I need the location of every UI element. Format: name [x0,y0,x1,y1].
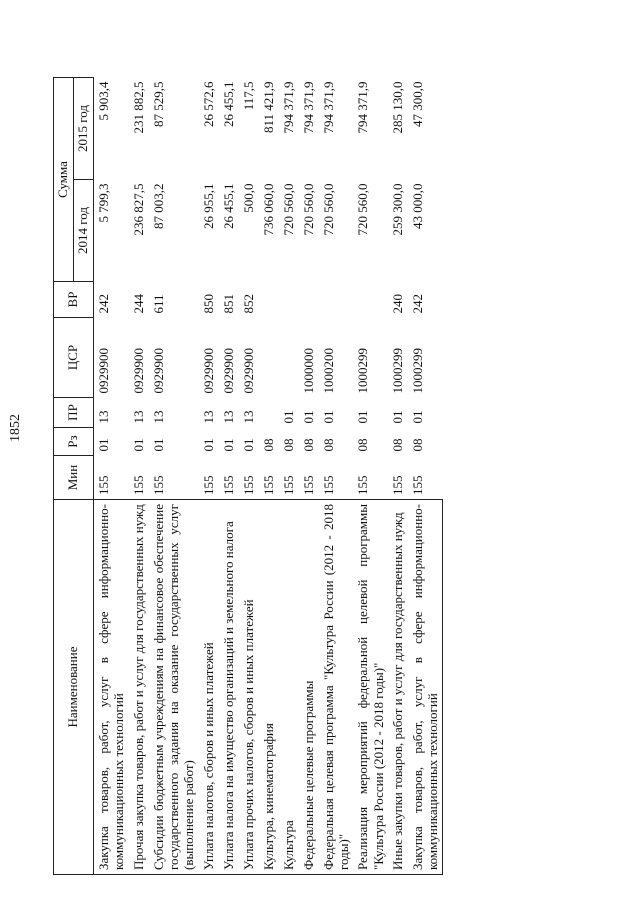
cell-rz: 08 [300,438,316,452]
cell-name: Культура [279,500,299,875]
header-year-2015: 2015 год [73,78,93,180]
table-row [319,78,354,875]
cell-rz: 08 [260,438,276,452]
cell-pr: 13 [95,410,111,424]
cell-vr [319,282,354,318]
cell-min: 155 [95,475,111,495]
header-year-2014: 2014 год [73,180,93,282]
table-row [388,78,408,875]
cell-vr: 242 [409,294,425,314]
table-row [199,78,219,875]
table-row [353,78,388,875]
cell-2014: 87 003,2 [150,183,166,229]
page-number: 1852 [8,414,23,442]
cell-min: 155 [300,475,316,495]
cell-pr [259,398,279,428]
header-rz: Рз [54,428,94,456]
header-csr: ЦСР [54,318,94,398]
cell-rz: 08 [280,438,296,452]
cell-2014: 26 455,1 [220,183,236,229]
cell-name: Закупка товаров, работ, услуг в сфере информационно-коммуникационных технологий [408,500,443,875]
cell-2014: 43 000,0 [409,183,425,229]
table-row [408,78,443,875]
cell-csr [259,318,279,398]
cell-csr: 0929900 [240,348,256,394]
cell-min: 155 [320,475,336,495]
cell-name: Уплата налога на имущество организаций и земельного налога [219,500,239,875]
cell-name: Прочая закупка товаров, работ и услуг для государственных нужд [129,500,149,875]
cell-name: Федеральные целевые программы [299,500,319,875]
cell-csr: 1000299 [355,348,371,394]
cell-pr: 13 [150,410,166,424]
cell-2015: 285 130,0 [389,81,405,134]
cell-name: Федеральная целевая программа "Культура России (2012 - 2018 годы)" [319,500,354,875]
cell-2015: 26 572,6 [200,81,216,127]
cell-name: Уплата прочих налогов, сборов и иных платежей [239,500,259,875]
cell-min: 155 [409,475,425,495]
cell-csr: 0929900 [200,348,216,394]
header-sum: Сумма [54,78,74,282]
cell-2014: 236 827,5 [130,183,146,236]
cell-2015: 87 529,5 [150,81,166,127]
table-row [239,78,259,875]
cell-rz: 01 [130,438,146,452]
cell-csr [279,318,299,398]
cell-vr [259,282,279,318]
cell-csr: 0929900 [95,348,111,394]
cell-vr: 244 [130,294,146,314]
cell-2014: 259 300,0 [389,183,405,236]
cell-2014: 720 560,0 [280,183,296,236]
cell-vr: 242 [95,294,111,314]
cell-min: 155 [240,475,256,495]
cell-2015: 811 421,9 [260,81,276,134]
table-body [93,78,443,875]
cell-vr: 850 [200,294,216,314]
cell-csr: 1000000 [300,348,316,394]
cell-2015: 794 371,9 [300,81,316,134]
cell-2015: 26 455,1 [220,81,236,127]
table-row [279,78,299,875]
cell-2015: 231 882,5 [130,81,146,134]
cell-csr: 0929900 [150,348,166,394]
cell-rz: 08 [355,438,371,452]
header-name: Наименование [54,500,94,875]
cell-vr [299,282,319,318]
cell-name: Субсидии бюджетным учреждениям на финансовое обеспечение государственного задания на оказание государственных услуг (выполнение работ) [149,500,199,875]
cell-2014: 720 560,0 [320,183,336,236]
cell-min: 155 [130,475,146,495]
header-pr: ПР [54,398,94,428]
cell-csr: 1000200 [320,348,336,394]
cell-vr: 240 [389,294,405,314]
cell-pr: 13 [130,410,146,424]
cell-rz: 01 [95,438,111,452]
cell-rz: 08 [320,438,336,452]
cell-name: Реализация мероприятий федеральной целевой программы "Культура России (2012 - 2018 годы)" [353,500,388,875]
cell-min: 155 [150,475,166,495]
cell-2014: 26 955,1 [200,183,216,229]
cell-pr: 13 [200,410,216,424]
cell-min: 155 [389,475,405,495]
cell-2015: 794 371,9 [280,81,296,134]
cell-name: Закупка товаров, работ, услуг в сфере информационно-коммуникационных технологий [93,500,128,875]
cell-csr: 0929900 [130,348,146,394]
cell-pr: 01 [320,410,336,424]
cell-pr: 01 [300,410,316,424]
cell-min: 155 [200,475,216,495]
cell-name: Культура, кинематография [259,500,279,875]
table-row [219,78,239,875]
cell-2014: 500,0 [240,183,256,213]
cell-pr: 01 [409,410,425,424]
cell-rz: 01 [200,438,216,452]
cell-vr [353,282,388,318]
cell-2014: 720 560,0 [355,183,371,236]
cell-rz: 01 [240,438,256,452]
cell-2014: 736 060,0 [260,183,276,236]
cell-2014: 5 799,3 [95,183,111,223]
cell-min: 155 [280,475,296,495]
cell-2015: 794 371,9 [355,81,371,134]
cell-pr: 01 [280,410,296,424]
cell-csr: 1000299 [389,348,405,394]
cell-2015: 117,5 [240,81,256,111]
cell-pr: 01 [355,410,371,424]
cell-2015: 47 300,0 [409,81,425,127]
cell-vr: 852 [240,294,256,314]
cell-pr: 01 [389,410,405,424]
cell-name: Уплата налогов, сборов и иных платежей [199,500,219,875]
cell-rz: 08 [409,438,425,452]
header-vr: ВР [54,282,94,318]
cell-name: Иные закупки товаров, работ и услуг для государственных нужд [388,500,408,875]
cell-pr: 13 [220,410,236,424]
cell-pr: 13 [240,410,256,424]
table-row [149,78,199,875]
cell-rz: 01 [150,438,166,452]
cell-2015: 5 903,4 [95,81,111,121]
table-row [299,78,319,875]
header-min: Мин [54,456,94,500]
cell-csr: 1000299 [409,348,425,394]
cell-vr: 611 [150,294,166,314]
cell-vr: 851 [220,294,236,314]
table-row [259,78,279,875]
cell-csr: 0929900 [220,348,236,394]
cell-min: 155 [220,475,236,495]
cell-vr [279,282,299,318]
cell-2014: 720 560,0 [300,183,316,236]
cell-rz: 08 [389,438,405,452]
cell-rz: 01 [220,438,236,452]
table-row [93,78,128,875]
cell-min: 155 [355,475,371,495]
budget-table [53,77,443,875]
cell-min: 155 [260,475,276,495]
table-row [129,78,149,875]
cell-2015: 794 371,9 [320,81,336,134]
